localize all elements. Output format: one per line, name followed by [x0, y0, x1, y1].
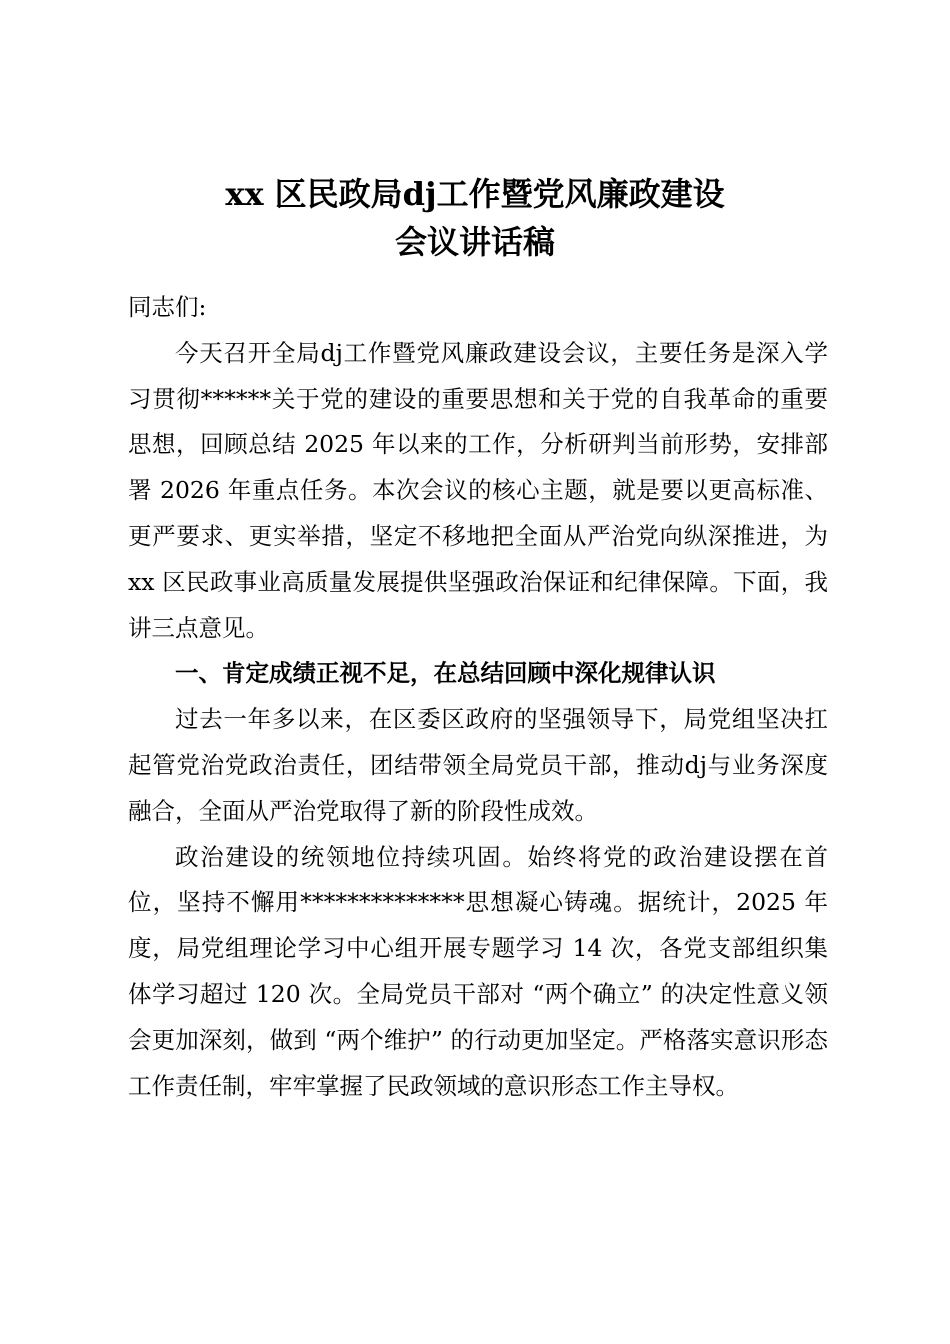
- intro-paragraph: 今天召开全局dj工作暨党风廉政建设会议，主要任务是深入学习贯彻******关于党的建设的重要思想和关于党的自我革命的重要思想，回顾总结 2025 年以来的工作，分析研判当前形势，安排部署 2026 年重点任务。本次会议的核心主题，就是要以更高标准、更严要求、更实举措，坚定不移地把全面从严治党向纵深推进，为 xx 区民政事业高质量发展提供坚强政治保证和纪律保障。下面，我讲三点意见。: [128, 338, 828, 642]
- document-body: [128, 285, 828, 1109]
- section-1-paragraph-1: 过去一年多以来，在区委区政府的坚强领导下，局党组坚决扛起管党治党政治责任，团结带领全局党员干部，推动dj与业务深度融合，全面从严治党取得了新的阶段性成效。: [128, 705, 828, 825]
- section-1-paragraph-2: 政治建设的统领地位持续巩固。始终将党的政治建设摆在首位，坚持不懈用**************思想凝心铸魂。据统计，2025 年度，局党组理论学习中心组开展专题学习 14 次，各党支部组织集体学习超过 120 次。全局党员干部对 “两个确立” 的决定性意义领会更加深刻，做到 “两个维护” 的行动更加坚定。严格落实意识形态工作责任制，牢牢掌握了民政领域的意识形态工作主导权。: [128, 842, 828, 1100]
- document-title-line-2: 会议讲话稿: [394, 223, 555, 261]
- salutation: 同志们:: [128, 293, 207, 321]
- section-1-heading: 一、肯定成绩正视不足，在总结回顾中深化规律认识: [175, 659, 716, 688]
- document-title-line-1: xx 区民政局dj工作暨党风廉政建设: [225, 175, 725, 213]
